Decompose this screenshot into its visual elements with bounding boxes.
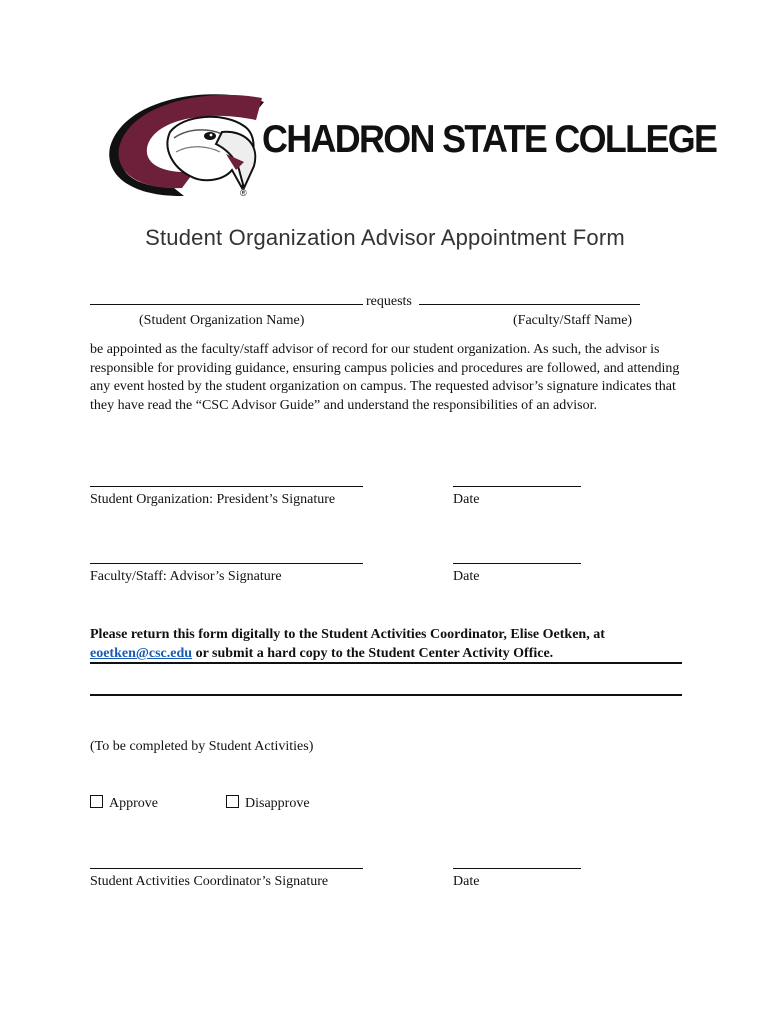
advisor-date-label: Date xyxy=(453,569,480,584)
notice-text-before: Please return this form digitally to the Student Activities Coordinator, Elise Oetken, at xyxy=(90,627,605,642)
approve-checkbox[interactable] xyxy=(90,795,103,808)
disapprove-label: Disapprove xyxy=(245,796,310,811)
coordinator-signature-label: Student Activities Coordinator’s Signature xyxy=(90,874,329,889)
disapprove-checkbox[interactable] xyxy=(226,795,239,808)
registered-mark: ® xyxy=(240,188,247,198)
coordinator-date-field[interactable] xyxy=(453,868,581,869)
college-name: CHADRON STATE COLLEGE xyxy=(262,118,717,161)
advisor-signature-field[interactable] xyxy=(90,563,363,564)
divider-bottom xyxy=(90,694,682,696)
president-date-field[interactable] xyxy=(453,486,581,487)
staff-name-caption: (Faculty/Staff Name) xyxy=(513,313,633,328)
advisor-signature-label: Faculty/Staff: Advisor’s Signature xyxy=(90,569,282,584)
form-title: Student Organization Advisor Appointment Form xyxy=(145,225,625,250)
notice-text-after: or submit a hard copy to the Student Center Activity Office. xyxy=(192,646,554,661)
advisor-date-field[interactable] xyxy=(453,563,581,564)
approve-label: Approve xyxy=(109,796,158,811)
body-paragraph: be appointed as the faculty/staff advisor of record for our student organization. As such, the advisor is responsible for providing guidance, ensuring campus policies and procedures are followed, and attending any event hosted by the student organization on campus. The requested advisor’s signature indicates that they have read the “CSC Advisor Guide” and understand the responsibilities of an advisor. xyxy=(90,342,680,413)
president-signature-field[interactable] xyxy=(90,486,363,487)
divider-top xyxy=(90,662,682,664)
coordinator-email-link[interactable]: eoetken@csc.edu xyxy=(90,646,193,661)
return-notice xyxy=(90,625,690,663)
org-name-field[interactable] xyxy=(90,304,363,305)
eagle-logo-icon xyxy=(109,94,264,196)
disapprove-option[interactable] xyxy=(226,794,310,813)
coordinator-signature-field[interactable] xyxy=(90,868,363,869)
office-use-caption: (To be completed by Student Activities) xyxy=(90,739,314,754)
approve-option[interactable] xyxy=(90,794,158,813)
president-date-label: Date xyxy=(453,492,480,507)
requests-word: requests xyxy=(366,294,412,309)
org-name-caption: (Student Organization Name) xyxy=(139,313,305,328)
president-signature-label: Student Organization: President’s Signature xyxy=(90,492,336,507)
coordinator-date-label: Date xyxy=(453,874,480,889)
staff-name-field[interactable] xyxy=(419,304,640,305)
